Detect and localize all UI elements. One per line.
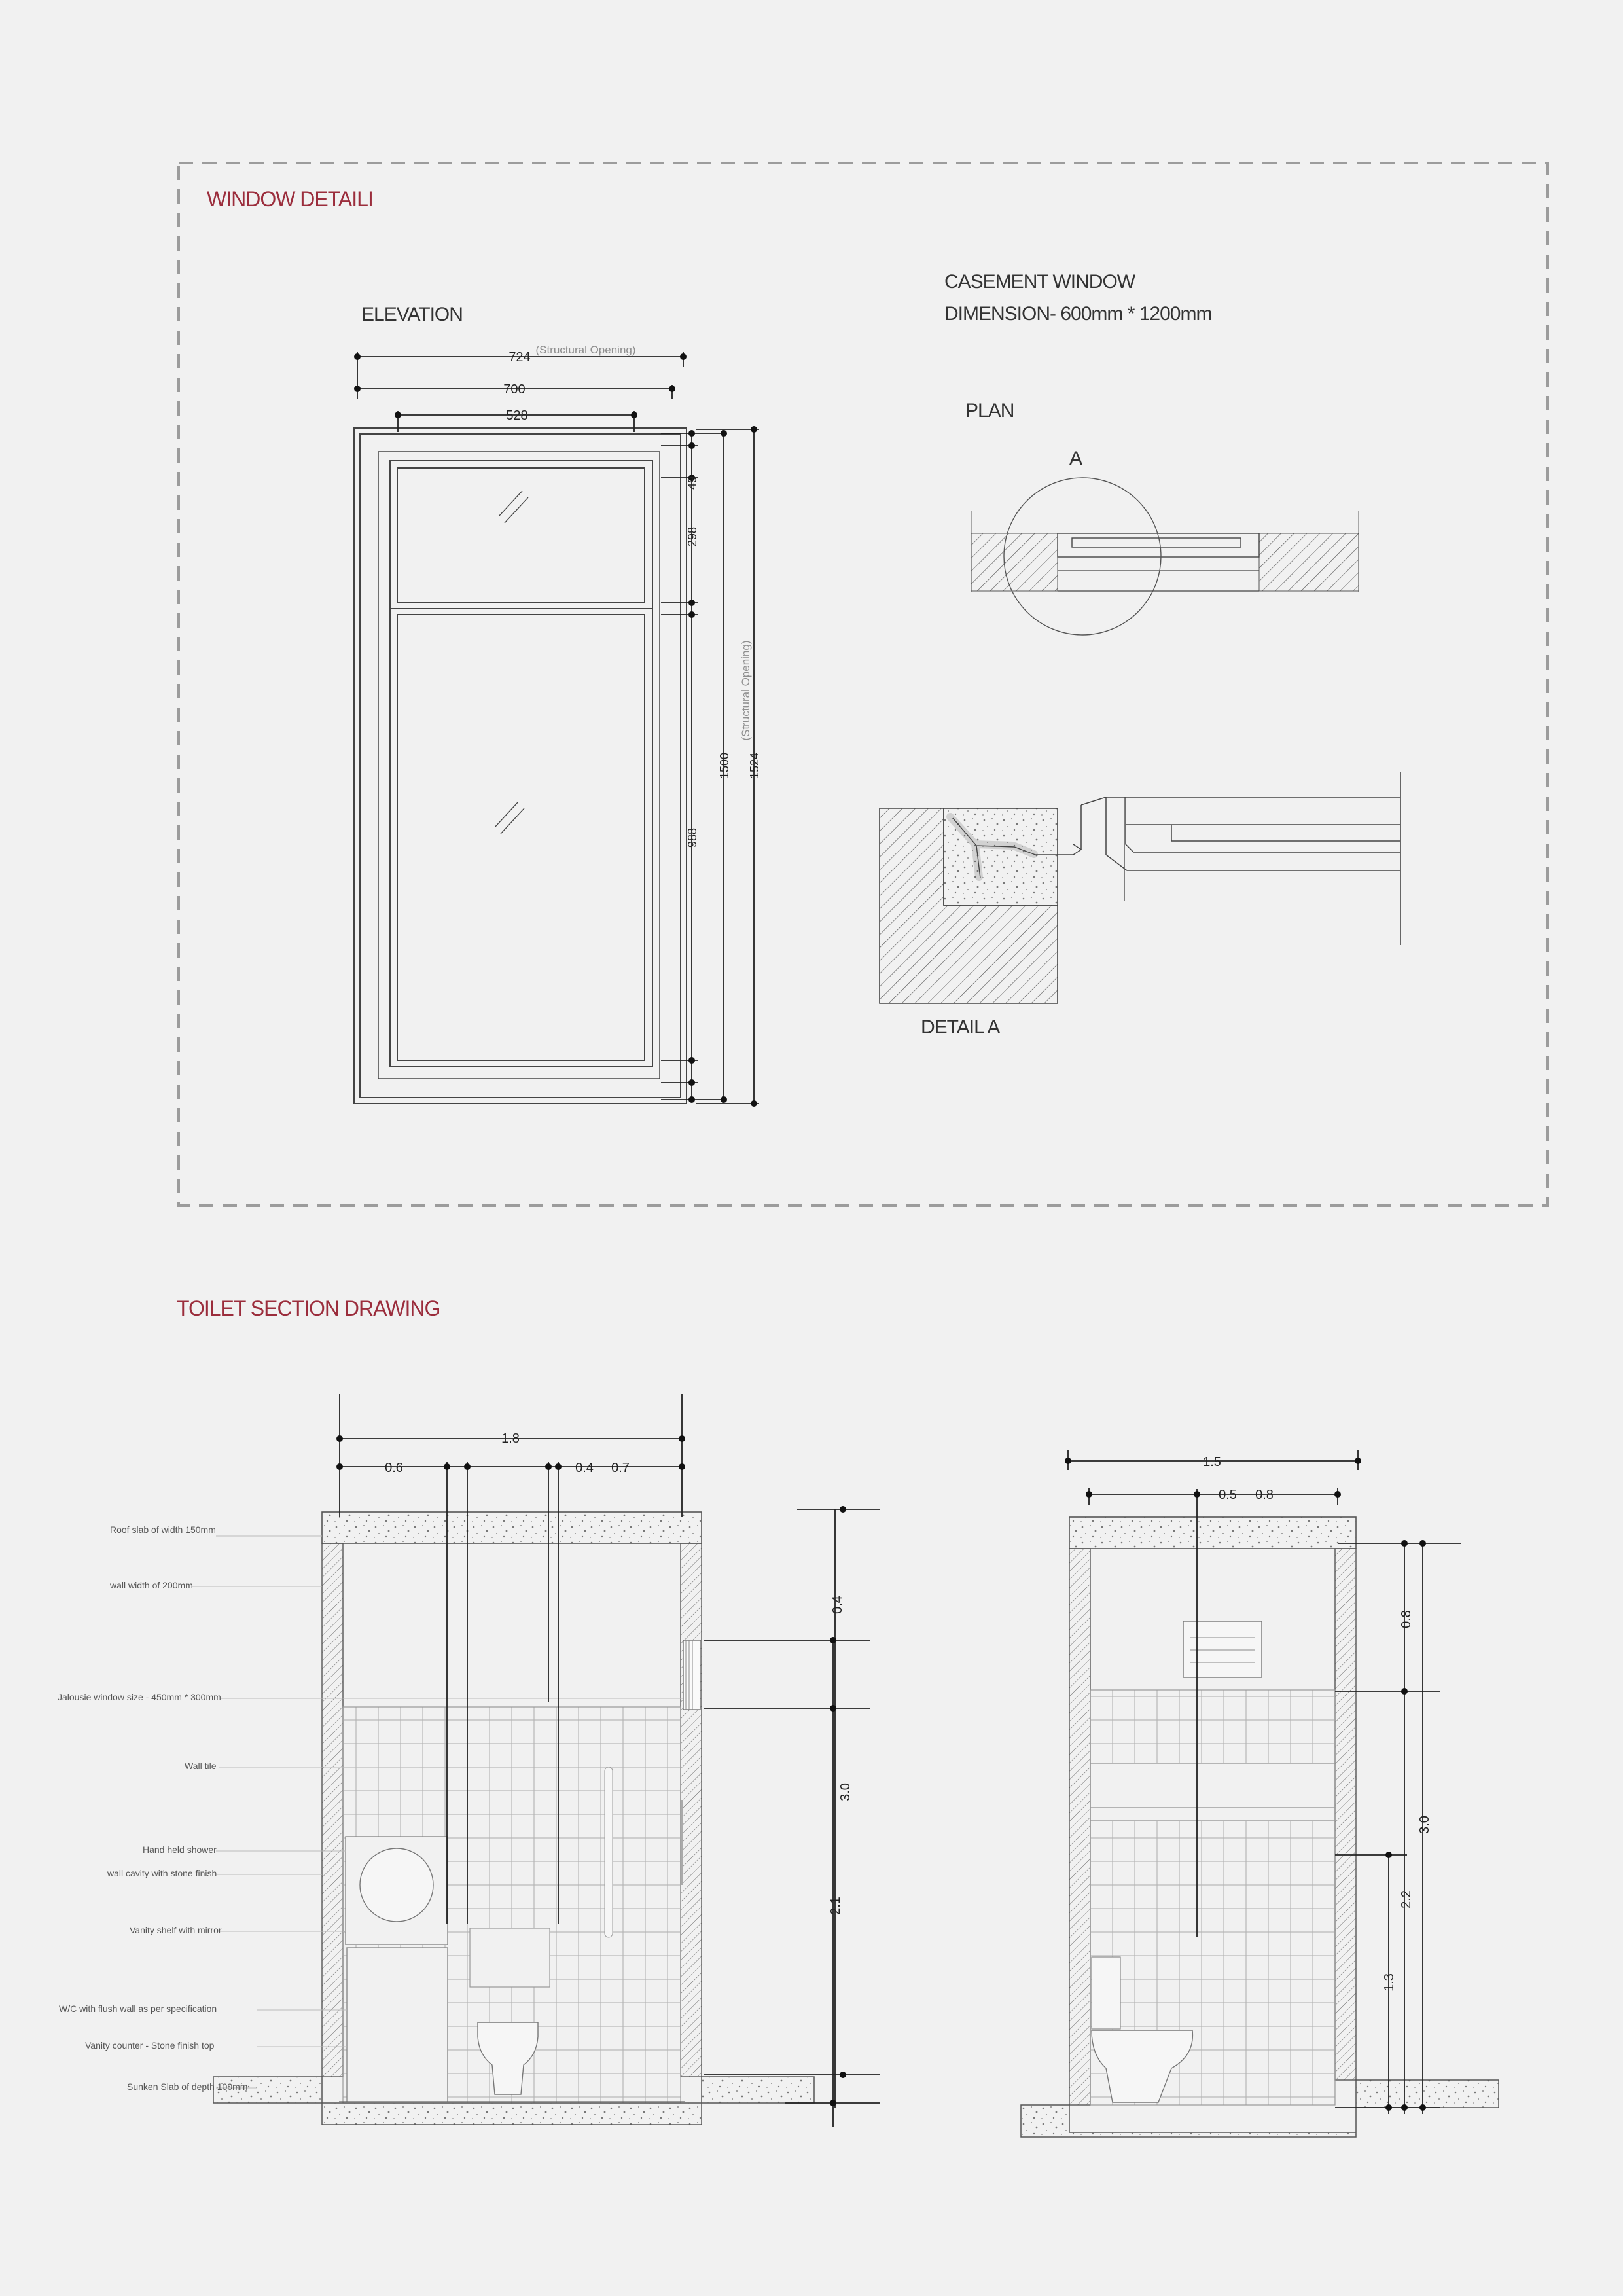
dim-724-structural-note: (Structural Opening) (535, 344, 636, 356)
plan-label: PLAN (965, 400, 1014, 422)
note-sunken-slab: Sunken Slab of depth 100mm (127, 2081, 248, 2092)
plan-marker-a: A (1069, 448, 1082, 469)
casement-window-label: CASEMENT WINDOW (944, 271, 1135, 293)
dim-1500: 1500 (718, 752, 731, 780)
right-dim-top: 1.5 (1203, 1455, 1221, 1469)
elevation-label: ELEVATION (361, 304, 463, 325)
window-dimension-label: DIMENSION- 600mm * 1200mm (944, 303, 1212, 325)
left-dim-v3: 2.1 (829, 1897, 843, 1915)
left-dim-v2: 3.0 (838, 1783, 853, 1801)
window-plan (971, 478, 1359, 635)
note-wall-cavity: wall cavity with stone finish (107, 1868, 217, 1878)
right-dim-v4: 1.3 (1382, 1973, 1397, 1992)
elevation-height-dims (661, 429, 759, 1103)
toilet-section-title: TOILET SECTION DRAWING (177, 1297, 440, 1320)
dim-1524: 1524 (748, 752, 761, 780)
note-jalousie-window: Jalousie window size - 450mm * 300mm (58, 1692, 221, 1702)
detail-a-label: DETAIL A (921, 1016, 1000, 1038)
window-elevation (354, 428, 687, 1103)
dim-528: 528 (506, 408, 528, 423)
left-dim-c: 0.7 (611, 1461, 630, 1475)
left-dim-b: 0.4 (575, 1461, 594, 1475)
dim-298: 298 (686, 526, 699, 547)
right-dim-v2: 3.0 (1418, 1816, 1432, 1834)
left-dim-a: 0.6 (385, 1461, 403, 1475)
toilet-left-section (213, 1512, 814, 2125)
right-dim-a: 0.5 (1219, 1488, 1237, 1502)
note-wall-tile: Wall tile (185, 1761, 217, 1771)
dim-724: 724 (508, 350, 531, 365)
left-dim-v1: 0.4 (830, 1596, 845, 1614)
note-vanity-shelf: Vanity shelf with mirror (130, 1925, 222, 1935)
right-dim-v1: 0.8 (1399, 1610, 1414, 1628)
note-vanity-counter: Vanity counter - Stone finish top (85, 2040, 215, 2051)
note-hand-shower: Hand held shower (143, 1844, 217, 1855)
dim-1524-structural-note: (Structural Opening) (740, 640, 752, 741)
dim-988: 988 (686, 827, 699, 848)
dim-49: 49 (686, 476, 699, 490)
detail-a-drawing (880, 772, 1400, 1003)
window-detail-title: WINDOW DETAILI (207, 187, 373, 211)
note-wc: W/C with flush wall as per specification (59, 2003, 217, 2014)
note-roof-slab: Roof slab of width 150mm (110, 1524, 216, 1535)
right-dim-b: 0.8 (1255, 1488, 1274, 1502)
dim-700: 700 (503, 382, 526, 397)
right-dim-v3: 2.2 (1399, 1890, 1414, 1909)
note-wall-width: wall width of 200mm (110, 1580, 193, 1590)
left-dim-top: 1.8 (501, 1431, 520, 1446)
